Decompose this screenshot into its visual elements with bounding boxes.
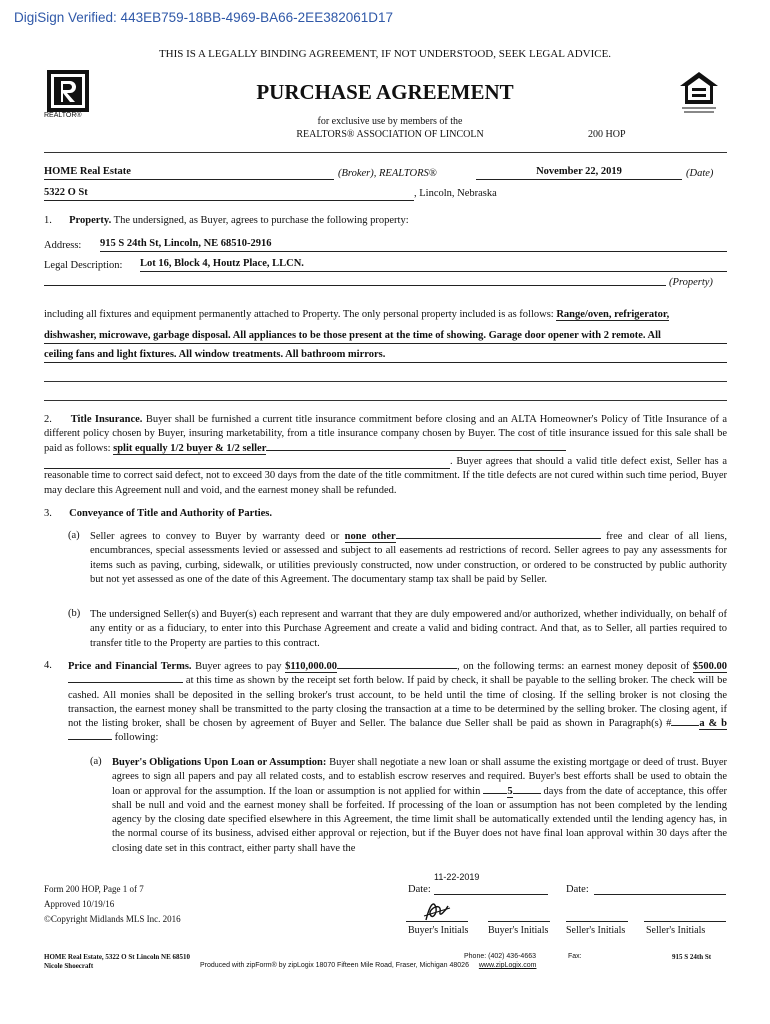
- buyer-initials-line-2[interactable]: [488, 921, 550, 922]
- digisign-stamp: DigiSign Verified: 443EB759-18BB-4969-BA66-2EE382061D17: [14, 10, 394, 25]
- section-1-heading: [44, 215, 409, 226]
- footer-phone: Phone: (402) 436-4663: [464, 953, 536, 960]
- section-4-text-2: , on the following terms: an earnest money deposit of: [457, 661, 690, 672]
- date-label: (Date): [686, 168, 714, 179]
- address-label: Address:: [44, 240, 82, 251]
- legal-description-line-2: [44, 285, 666, 286]
- footer-agent: Nicole Shoecraft: [44, 962, 94, 970]
- seller-initials-label-1: Seller's Initials: [566, 925, 626, 936]
- form-code: 200 HOP: [588, 129, 626, 140]
- section-4a-label: (a): [90, 756, 102, 767]
- buyer-date-label: Date:: [408, 884, 431, 895]
- address-value: 915 S 24th St, Lincoln, NE 68510-2916: [100, 238, 727, 252]
- footer-produced-text: Produced with zipForm® by zipLogix 18070 Fifteen Mile Road, Fraser, Michigan 48026: [200, 962, 469, 969]
- seller-date-label: Date:: [566, 884, 589, 895]
- footer-fax: Fax:: [568, 953, 582, 960]
- section-2-text-2: . Buyer agrees that should a valid title defect exist, Seller has a reasonable time to correct said defect, not to exceed 30 days from the date of the title commitment. If the title defects are not cured within such time period, Buyer may declare this Agreement null and void, and the earnest money shall be refunded.: [44, 456, 727, 496]
- title-cost-split: split equally 1/2 buyer & 1/2 seller: [113, 442, 267, 454]
- header-divider: [44, 152, 727, 153]
- section-2-continuation: [44, 455, 727, 498]
- buyer-initials-label-1: Buyer's Initials: [408, 925, 469, 936]
- section-3a-text-2: free and clear of all liens, encumbrances, special assessments levied or assessed and subject to all easements ad restrictions of record. Seller agrees to pay any assessments for items such as paving, curbing, sidewalk, or utilities previously constructed, now under construction, or ordered to be constructed by public authority but not yet assessed as one of the date of this Agreement. The documentary stamp tax shall be paid by Seller.: [90, 531, 728, 585]
- section-3-heading: [44, 508, 272, 519]
- fixtures-value-1: Range/oven, refrigerator,: [556, 309, 670, 320]
- footer-ziplogix-link[interactable]: www.zipLogix.com: [478, 962, 537, 969]
- section-1-title: Property.: [69, 215, 112, 226]
- seller-initials-line-1[interactable]: [566, 921, 628, 922]
- section-4-paragraph: [68, 660, 727, 746]
- section-2-number: 2.: [44, 414, 52, 425]
- page-title: PURCHASE AGREEMENT: [256, 80, 514, 104]
- footer-produced: [200, 962, 536, 969]
- fixtures-text: including all fixtures and equipment permanently attached to Property. The only personal property included is as follows:: [44, 309, 554, 320]
- section-4-text-3: at this time as shown by the receipt set forth below. If paid by check, it shall be payable to the selling broker. The check will be cashed. All monies shall be deposited in the selling broker's trust account, to be held until the time of closing. If the selling broker is not closing the transaction, the earnest money shall be transmitted to the party closing the transaction at a time to be determined by the selling broker. The closing agent, if not the listing broker, shall be chosen by agreement of Buyer and Seller. The balance due Seller shall be paid as shown in Paragraph(s) #: [68, 675, 727, 730]
- earnest-deposit: $500.00: [692, 661, 728, 672]
- seller-date-line: [594, 894, 726, 895]
- loan-apply-days: 5: [507, 785, 513, 797]
- section-3-title: Conveyance of Title and Authority of Parties.: [69, 508, 273, 519]
- footer-office: HOME Real Estate, 5322 O St Lincoln NE 68510: [44, 953, 191, 961]
- buyer-date-line: [434, 894, 548, 895]
- section-2-title: Title Insurance.: [70, 414, 143, 425]
- deed-type-value: none other: [344, 531, 396, 542]
- balance-paragraphs: a & b: [699, 718, 727, 730]
- fixtures-blank-line-1: [44, 381, 727, 382]
- broker-name: HOME Real Estate: [44, 166, 334, 180]
- realtor-logo-text: REALTOR®: [44, 112, 82, 119]
- section-4a-title: Buyer's Obligations Upon Loan or Assumption:: [112, 757, 327, 768]
- broker-label: (Broker), REALTORS®: [338, 168, 437, 179]
- section-4-text-1: Buyer agrees to pay: [195, 661, 282, 672]
- section-1-number: 1.: [44, 215, 52, 226]
- agreement-date: November 22, 2019: [476, 166, 682, 180]
- section-4a-paragraph: [112, 756, 727, 856]
- handwritten-date: 11-22-2019: [434, 872, 480, 882]
- legal-description-label: Legal Description:: [44, 260, 123, 271]
- section-3a-text-1: Seller agrees to convey to Buyer by warranty deed or: [90, 531, 340, 542]
- fixtures-blank-line-2: [44, 400, 727, 401]
- section-1-text: The undersigned, as Buyer, agrees to purchase the following property:: [113, 215, 409, 226]
- section-3-number: 3.: [44, 508, 52, 519]
- fixtures-value-2: dishwasher, microwave, garbage disposal. All appliances to be those present at the time of showing. Garage door opener with 2 remote. All: [44, 330, 727, 344]
- purchase-price: $110,000.00: [285, 661, 338, 672]
- section-3a-label: (a): [68, 530, 80, 541]
- buyer-initials-label-2: Buyer's Initials: [488, 925, 549, 936]
- section-3b-paragraph: [90, 608, 727, 651]
- footer-file-name: 915 S 24th St: [672, 953, 712, 961]
- footer-form-id: Form 200 HOP, Page 1 of 7: [44, 884, 144, 894]
- seller-initials-line-2[interactable]: [644, 921, 726, 922]
- legal-description-value: Lot 16, Block 4, Houtz Place, LLCN.: [140, 258, 727, 272]
- subtitle-line-1: for exclusive use by members of the: [317, 116, 463, 127]
- buyer-initials-line-1[interactable]: [406, 921, 468, 922]
- section-3b-text: The undersigned Seller(s) and Buyer(s) each represent and warrant that they are duly empowered and/or authorized, whether individually, on behalf of any entity or as a fiduciary, to enter into this Purchase Agreement and create a valid and biding contract. And that, as to Seller, all parties required to transfer title to the Property are parties to this contract.: [90, 609, 727, 649]
- section-4-title: Price and Financial Terms.: [68, 661, 192, 672]
- section-4a-text-2: days from the date of acceptance, this offer shall be null and void and the earnest money shall be forfeited. If processing of the loan or assumption has not been completed by the lending agency by the closing date specified elsewhere in this Agreement, the time limit shall be automatically extended until the lending agency has, in the normal course of its business, advised either approval or rejection, but if the Buyer does not have final loan approval within 30 days after the closing date set in this contract, either party shall have the: [112, 785, 728, 854]
- section-2-paragraph: [44, 413, 727, 456]
- seller-initials-label-2: Seller's Initials: [646, 925, 706, 936]
- equal-housing-icon: [678, 70, 720, 116]
- broker-address: 5322 O St: [44, 187, 414, 201]
- section-2-text: Buyer shall be furnished a current title insurance commitment before closing and an ALTA Homeowner's Policy of Title Insurance of a different policy chosen by Buyer, insuring marketability, from a title insurance company chosen by Buyer. The cost of title insurance issued for this sale shall be paid as follows:: [44, 414, 728, 454]
- subtitle-line-2: REALTORS® ASSOCIATION OF LINCOLN: [296, 129, 484, 140]
- fixtures-value-3: ceiling fans and light fixtures. All window treatments. All bathroom mirrors.: [44, 349, 727, 363]
- broker-city: , Lincoln, Nebraska: [414, 188, 497, 199]
- footer-copyright: ©Copyright Midlands MLS Inc. 2016: [44, 914, 181, 924]
- section-3a-paragraph: [90, 530, 727, 587]
- section-4-number: 4.: [44, 660, 52, 671]
- property-label: (Property): [669, 277, 713, 288]
- fixtures-paragraph: [44, 308, 727, 322]
- section-4a-text-1: Buyer shall negotiate a new loan or shall assume the existing mortgage or deed of trust. Buyer agrees to sign all papers and pay all related costs, and to establish escrow reserves and required. Buyer's best efforts shall be used to obtain the loan or approval for the assumption. If the loan or assumption is not applied for within: [112, 757, 727, 797]
- section-4-text-4: following:: [114, 732, 159, 744]
- section-3b-label: (b): [68, 608, 81, 619]
- legal-warning: THIS IS A LEGALLY BINDING AGREEMENT, IF NOT UNDERSTOOD, SEEK LEGAL ADVICE.: [158, 48, 612, 60]
- footer-approved: Approved 10/19/16: [44, 899, 115, 909]
